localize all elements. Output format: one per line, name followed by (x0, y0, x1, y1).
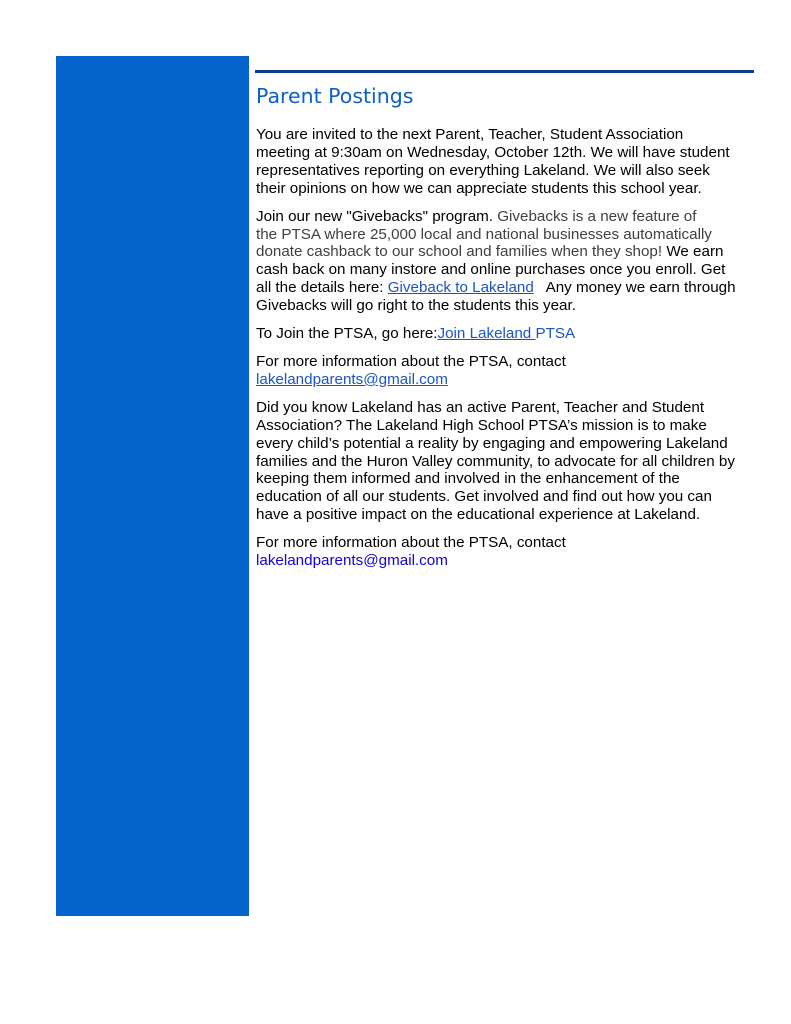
givebacks-line: We earn (662, 243, 724, 261)
header-rule (255, 70, 754, 73)
about-line: education of all our students. Get involved and find out how you can (256, 488, 712, 506)
join-ptsa-link-tail[interactable]: PTSA (535, 325, 576, 343)
email-link[interactable]: lakelandparents@gmail.com (256, 370, 448, 388)
givebacks-lead: Join our new "Givebacks" program. (256, 207, 498, 225)
contact-paragraph (256, 353, 752, 389)
main-content (256, 82, 752, 580)
givebacks-line: cash back on many instore and online purchases once you enroll. Get (256, 261, 726, 279)
givebacks-line: all the details here: (256, 279, 388, 297)
about-line: have a positive impact on the educational experience at Lakeland. (256, 506, 701, 524)
meeting-line: representatives reporting on everything Lakeland. We will also seek (256, 161, 710, 179)
givebacks-line: the PTSA where 25,000 local and national businesses automatically (256, 225, 712, 243)
join-lead: To Join the PTSA, go here: (256, 325, 438, 343)
email-link-2[interactable]: lakelandparents@gmail.com (256, 552, 448, 570)
contact-text: For more information about the PTSA, contact (256, 352, 566, 370)
about-line: keeping them informed and involved in the enhancement of the (256, 470, 680, 488)
about-line: families and the Huron Valley community, to advocate for all children by (256, 452, 735, 470)
contact-text: For more information about the PTSA, contact (256, 534, 566, 552)
giveback-link[interactable]: Giveback to Lakeland (387, 279, 534, 297)
page-title: Parent Postings (256, 84, 414, 108)
about-line: Association? The Lakeland High School PTSA’s mission is to make (256, 416, 707, 434)
givebacks-line: donate cashback to our school and families when they shop! (256, 243, 663, 261)
sidebar-panel (56, 56, 249, 916)
contact-paragraph-2 (256, 534, 752, 570)
join-paragraph (256, 325, 752, 343)
meeting-line: meeting at 9:30am on Wednesday, October 12th. We will have student (256, 143, 730, 161)
givebacks-line: Givebacks is a new feature of (497, 207, 697, 225)
givebacks-line: Givebacks will go right to the students this year. (256, 297, 576, 315)
meeting-line: their opinions on how we can appreciate students this school year. (256, 179, 702, 197)
about-paragraph (256, 399, 752, 524)
givebacks-line: Any money we earn through (533, 279, 736, 297)
join-ptsa-link[interactable]: Join Lakeland (437, 325, 536, 343)
givebacks-paragraph (256, 208, 752, 315)
about-line: Did you know Lakeland has an active Parent, Teacher and Student (256, 398, 705, 416)
meeting-line: You are invited to the next Parent, Teacher, Student Association (256, 126, 684, 143)
about-line: every child’s potential a reality by engaging and empowering Lakeland (256, 434, 728, 452)
meeting-paragraph (256, 126, 752, 198)
